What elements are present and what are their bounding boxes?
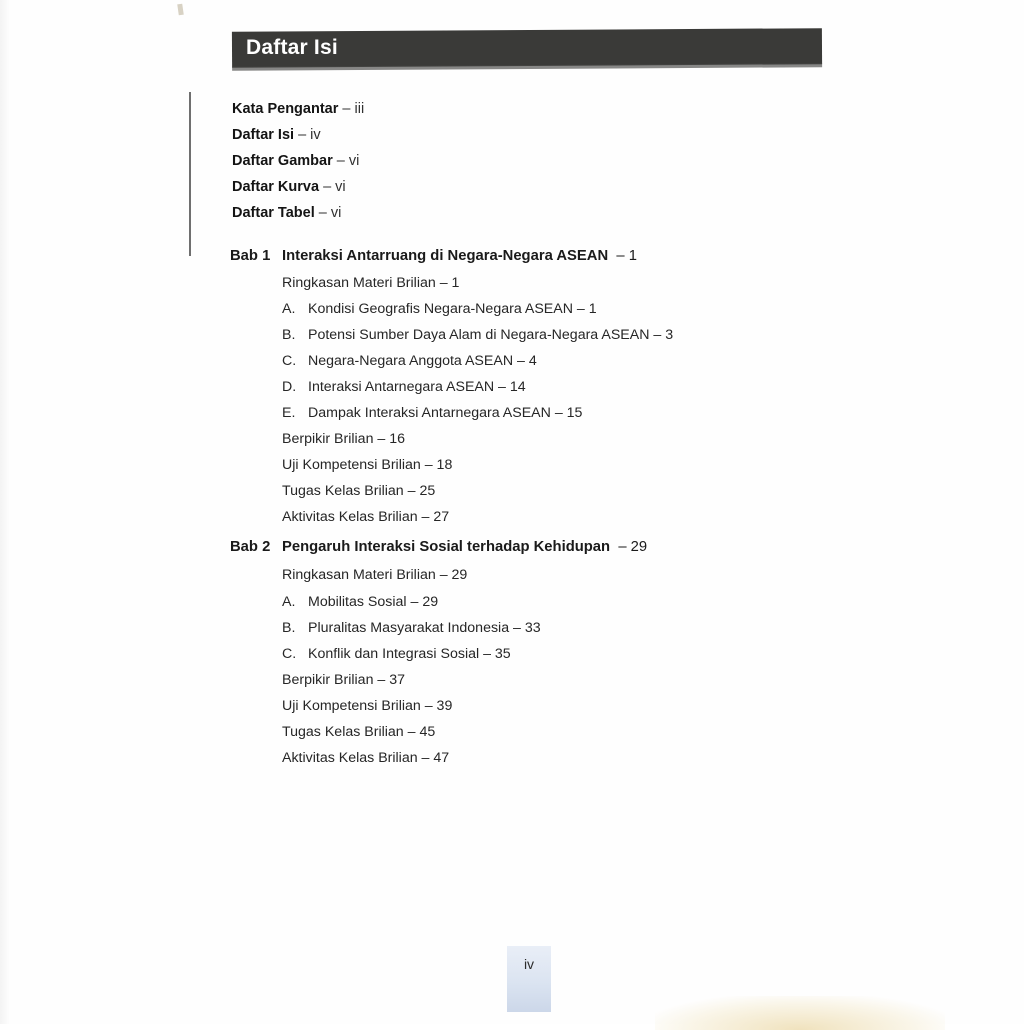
chapter-heading bbox=[230, 539, 647, 555]
toc-tail-item: Uji Kompetensi Brilian – 39 bbox=[282, 698, 453, 714]
item-text: Mobilitas Sosial – 29 bbox=[308, 594, 439, 610]
toc-front-matter-row bbox=[232, 127, 321, 143]
item-letter: E. bbox=[282, 405, 296, 421]
front-matter-page: – iv bbox=[298, 127, 321, 143]
toc-front-matter-row bbox=[232, 205, 341, 221]
front-matter-label: Kata Pengantar bbox=[232, 101, 339, 117]
paper-speck bbox=[177, 4, 183, 16]
item-letter: C. bbox=[282, 646, 297, 662]
item-text: Dampak Interaksi Antarnegara ASEAN – 15 bbox=[308, 405, 583, 421]
front-matter-label: Daftar Isi bbox=[232, 127, 295, 143]
toc-item bbox=[282, 379, 526, 395]
item-letter: A. bbox=[282, 594, 296, 610]
item-text: Konflik dan Integrasi Sosial – 35 bbox=[308, 646, 511, 662]
front-matter-rule bbox=[189, 92, 191, 256]
chapter-title: Pengaruh Interaksi Sosial terhadap Kehidupan bbox=[282, 539, 611, 555]
page-edge-shadow bbox=[0, 0, 10, 1024]
toc-item bbox=[282, 353, 537, 369]
chapter-number: Bab 2 bbox=[230, 539, 271, 555]
chapter-heading bbox=[230, 248, 637, 264]
front-matter-page: – vi bbox=[323, 179, 346, 195]
item-text: Pluralitas Masyarakat Indonesia – 33 bbox=[308, 620, 541, 636]
item-text: Negara-Negara Anggota ASEAN – 4 bbox=[308, 353, 537, 369]
front-matter-page: – iii bbox=[342, 101, 365, 117]
front-matter-label: Daftar Tabel bbox=[232, 205, 315, 221]
toc-item bbox=[282, 405, 582, 421]
toc-tail-item: Berpikir Brilian – 37 bbox=[282, 672, 406, 688]
chapter-title: Interaksi Antarruang di Negara-Negara ASEAN bbox=[282, 248, 609, 264]
item-text: Kondisi Geografis Negara-Negara ASEAN – 1 bbox=[308, 301, 597, 317]
toc-front-matter-row bbox=[232, 101, 364, 117]
toc-item bbox=[282, 646, 511, 662]
page-smudge bbox=[655, 996, 945, 1030]
item-text: Interaksi Antarnegara ASEAN – 14 bbox=[308, 379, 526, 395]
toc-tail-item: Tugas Kelas Brilian – 25 bbox=[282, 483, 436, 499]
front-matter-label: Daftar Gambar bbox=[232, 153, 333, 169]
page-number: iv bbox=[523, 956, 535, 972]
toc-tail-item: Berpikir Brilian – 16 bbox=[282, 431, 406, 447]
toc-item bbox=[282, 301, 597, 317]
front-matter-page: – vi bbox=[336, 153, 360, 169]
front-matter-label: Daftar Kurva bbox=[232, 179, 320, 195]
toc-front-matter-row bbox=[232, 153, 359, 169]
item-letter: B. bbox=[282, 327, 296, 343]
item-letter: C. bbox=[282, 353, 297, 369]
toc-front-matter-row bbox=[232, 179, 346, 195]
chapter-number: Bab 1 bbox=[230, 248, 271, 264]
item-letter: D. bbox=[282, 379, 297, 395]
front-matter-page: – vi bbox=[318, 205, 342, 221]
toc-item bbox=[282, 594, 438, 610]
toc-tail-item: Aktivitas Kelas Brilian – 47 bbox=[282, 750, 450, 766]
toc-tail-item: Aktivitas Kelas Brilian – 27 bbox=[282, 509, 450, 525]
toc-tail-item: Uji Kompetensi Brilian – 18 bbox=[282, 457, 453, 473]
item-letter: A. bbox=[282, 301, 296, 317]
toc-item bbox=[282, 620, 541, 636]
page-title: Daftar Isi bbox=[246, 36, 338, 59]
chapter-summary: Ringkasan Materi Brilian – 29 bbox=[282, 567, 468, 583]
toc-item bbox=[282, 327, 673, 343]
item-text: Potensi Sumber Daya Alam di Negara-Negara ASEAN – 3 bbox=[308, 327, 674, 343]
chapter-page: – 1 bbox=[616, 248, 637, 264]
item-letter: B. bbox=[282, 620, 296, 636]
chapter-page: – 29 bbox=[618, 539, 648, 555]
toc-tail-item: Tugas Kelas Brilian – 45 bbox=[282, 724, 436, 740]
chapter-summary: Ringkasan Materi Brilian – 1 bbox=[282, 275, 460, 291]
